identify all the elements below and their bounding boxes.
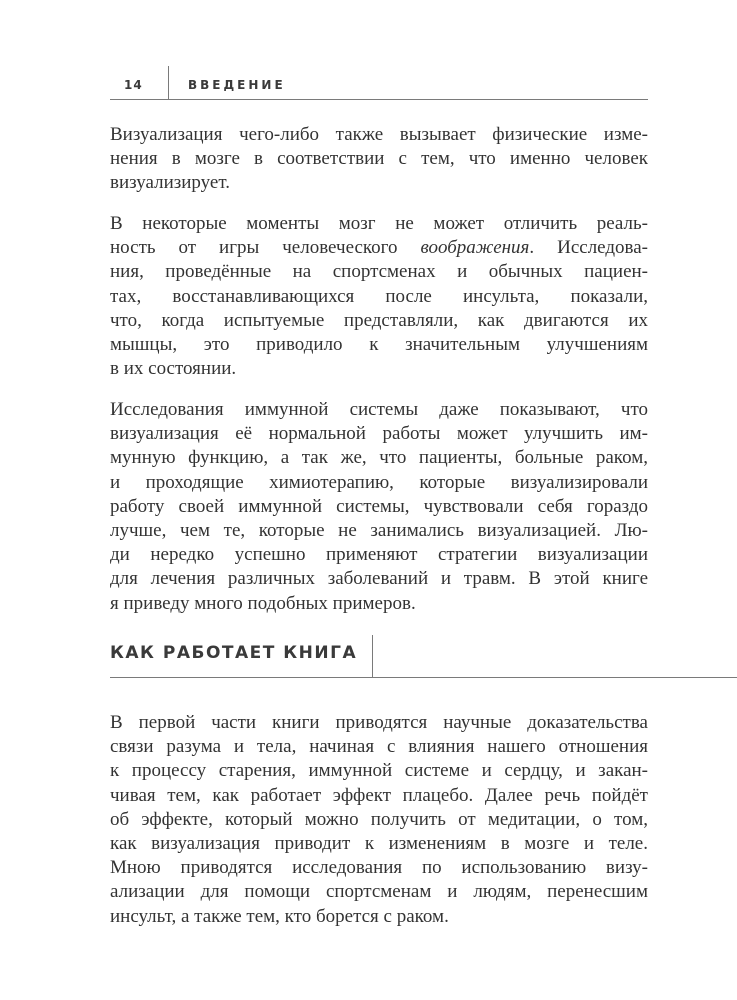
text-line: тах, восстанавливающихся после инсульта, показали, bbox=[110, 285, 648, 307]
text-line: чивая тем, как работает эффект плацебо. Далее речь пойдёт bbox=[110, 784, 648, 806]
running-head-rule bbox=[110, 99, 648, 100]
text-line: и проходящие химиотерапию, которые визуализировали bbox=[110, 471, 648, 493]
text-line: об эффекте, который можно получить от медитации, о том, bbox=[110, 808, 648, 830]
text-line: Исследования иммунной системы даже показывают, что bbox=[110, 399, 648, 420]
text-line: Мною приводятся исследования по использованию визу- bbox=[110, 857, 648, 879]
text-line: что, когда испытуемые представляли, как двигаются их bbox=[110, 309, 648, 331]
text-fragment: ность от игры человеческого bbox=[110, 237, 421, 259]
text-line: для лечения различных заболеваний и травм. В этой книге bbox=[110, 568, 648, 590]
text-line: как визуализация приводит к изменениям в мозге и теле. bbox=[110, 833, 648, 855]
section-heading bbox=[110, 635, 737, 678]
paragraph-2 bbox=[110, 212, 648, 381]
text-line: ди нередко успешно применяют стратегии визуализации bbox=[110, 544, 648, 566]
text-line: нения в мозге в соответствии с тем, что именно человек bbox=[110, 148, 648, 170]
text-line: визуализация её нормальной работы может улучшить им- bbox=[110, 423, 648, 445]
emphasis-word: воображения bbox=[420, 237, 530, 259]
text-line: связи разума и тела, начиная с влияния нашего отношения bbox=[110, 736, 648, 758]
text-line: к процессу старения, иммунной системе и сердцу, и закан- bbox=[110, 760, 648, 782]
text-line: в их состоянии. bbox=[110, 358, 237, 380]
text-line: В первой части книги приводятся научные доказательства bbox=[110, 712, 648, 733]
section-heading-rule bbox=[110, 677, 737, 678]
text-line: ния, проведённые на спортсменах и обычных пациен- bbox=[110, 261, 648, 283]
text-line: мунную функцию, а так же, что пациенты, больные раком, bbox=[110, 447, 648, 469]
page-number: 14 bbox=[124, 78, 143, 92]
text-line: Визуализация чего-либо также вызывает физические изме- bbox=[110, 124, 648, 145]
text-line bbox=[110, 236, 648, 260]
section-heading-divider bbox=[372, 635, 373, 678]
chapter-title: ВВЕДЕНИЕ bbox=[188, 78, 286, 92]
text-line: мышцы, это приводило к значительным улучшениям bbox=[110, 334, 648, 356]
running-head-divider bbox=[168, 66, 169, 100]
section-paragraph bbox=[110, 711, 648, 929]
text-line: работу своей иммунной системы, чувствовали себя гораздо bbox=[110, 495, 648, 517]
section-title: КАК РАБОТАЕТ КНИГА bbox=[110, 643, 358, 663]
paragraph-1 bbox=[110, 123, 648, 196]
text-line: ализации для помощи спортсменам и людям, перенесшим bbox=[110, 881, 648, 903]
text-line: визуализирует. bbox=[110, 172, 230, 194]
text-line: лучше, чем те, которые не занимались визуализацией. Лю- bbox=[110, 520, 648, 542]
text-fragment: . Исследова- bbox=[529, 237, 649, 259]
running-head bbox=[110, 66, 648, 100]
text-line: я приведу много подобных примеров. bbox=[110, 592, 416, 614]
paragraph-3 bbox=[110, 398, 648, 616]
text-line: инсульт, а также тем, кто борется с раком. bbox=[110, 905, 449, 927]
text-line: В некоторые моменты мозг не может отличить реаль- bbox=[110, 213, 648, 234]
